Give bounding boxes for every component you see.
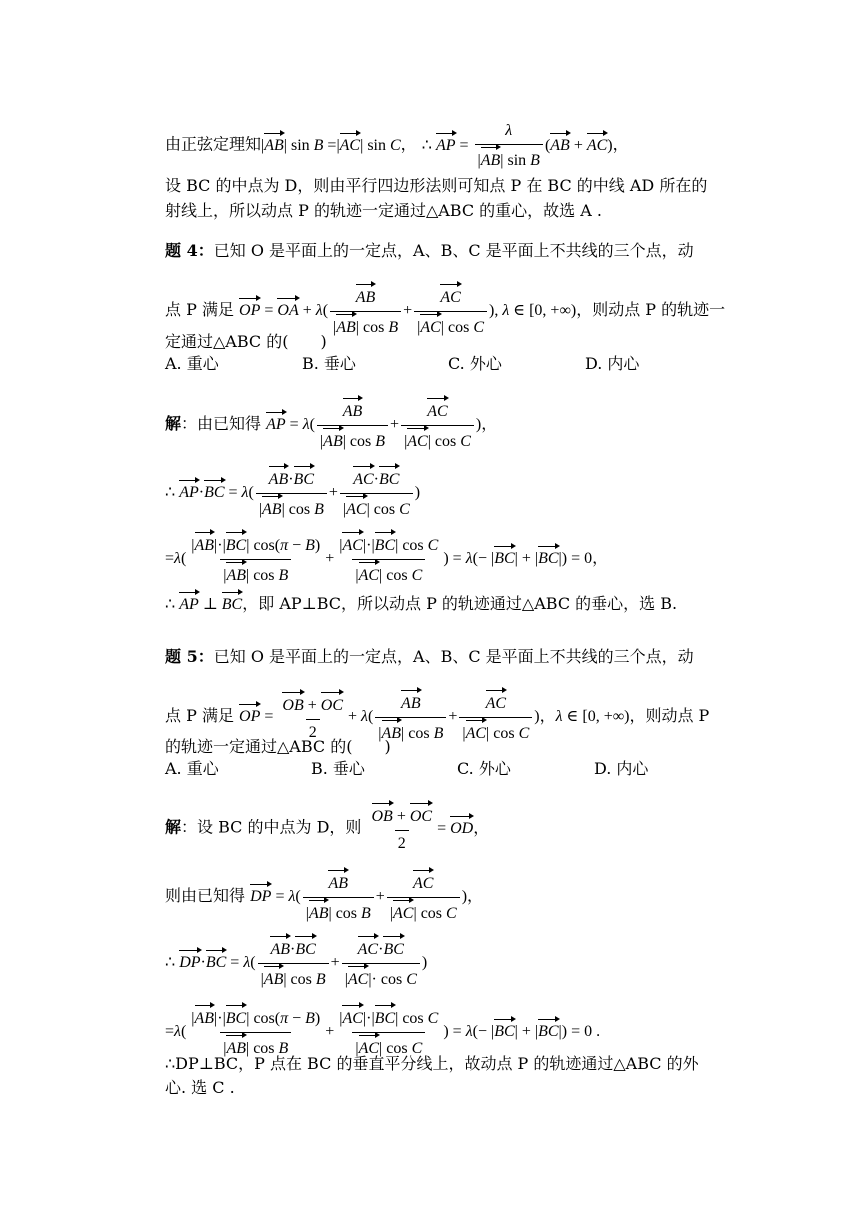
q4-line2: 点 P 满足 OP = OA + λ( $\frac{AB}{\text{|AB| cos B}}$ + $\frac{AC}{\text{|AC| cos C}}$ ), λ ∈ [0, +∞)，则动点 P 的轨迹一 [165, 284, 725, 339]
q4-option-b: B. 垂心 [302, 354, 356, 373]
q4-solution-line3 [165, 532, 608, 587]
para2-line2: 射线上，所以动点 P 的轨迹一定通过△ABC 的重心，故选 A . [165, 201, 602, 220]
q5-condition-formula: OP = $\frac{OB + OC}{2}$ + λ( $\frac{AB}{\text{|AB| cos B}}$ + $\frac{AC}{\text{|AC| cos C}}$ )，λ ∈ [0, +∞) [239, 708, 629, 725]
q4-line3: 定通过△ABC 的( ) [165, 332, 327, 351]
sine-law-line: 由正弦定理知|AB| sin B =|AC| sin C， ∴ AP = $\frac{\lambda}{\text{|AB| sin B}}$ (AB + AC)， [165, 120, 629, 172]
q4-option-c: C. 外心 [448, 354, 502, 373]
q5-option-b: B. 垂心 [311, 759, 365, 778]
sine-law-formula: |AB| sin B =|AC| sin C [261, 137, 401, 154]
q4-solution-line2 [165, 466, 420, 521]
q4-label: 题 4 [165, 241, 198, 260]
q5-option-c: C. 外心 [457, 759, 511, 778]
q4-line1: 题 4：已知 O 是平面上的一定点，A、B、C 是平面上不共线的三个点，动 [165, 241, 694, 260]
ap-formula: ∴ AP = $\frac{\lambda}{\text{|AB| sin B}}$ (AB + AC) [422, 137, 613, 154]
q4-solution-line4: ∴ AP ⊥ BC，即 AP⊥BC，所以动点 P 的轨迹通过△ABC 的垂心，选 B. [165, 594, 678, 613]
q4-solution-line1: 解：由已知得 AP = λ( $\frac{AB}{\text{|AB| cos B}}$ + $\frac{AC}{\text{|AC| cos C}}$ )， [165, 398, 497, 453]
q4-expansion-formula: =λ( $\frac{|AB|\cdot|BC| \cos(\pi - B)}{\text{|AB| cos B}}$ + $\frac{\text{|AC|·|BC| cos C}}{\text{|AC| cos C}}$ ) = λ(− |BC| + |BC|) = 0， [165, 550, 608, 567]
q5-conclusion-line1: ∴DP⊥BC，P 点在 BC 的垂直平分线上，故动点 P 的轨迹通过△ABC 的外 [165, 1054, 699, 1073]
q4-condition-formula: OP = OA + λ( $\frac{AB}{\text{|AB| cos B}}$ + $\frac{AC}{\text{|AC| cos C}}$ ), λ ∈ [0, +∞) [239, 302, 576, 319]
q5-line1: 题 5：已知 O 是平面上的一定点，A、B、C 是平面上不共线的三个点，动 [165, 647, 694, 666]
q5-conclusion-line2: 心. 选 C . [165, 1078, 235, 1097]
q5-option-d: D. 内心 [594, 759, 649, 778]
q5-solution-line2: 则由已知得 DP = λ( $\frac{AB}{\text{|AB| cos B}}$ + $\frac{AC}{\text{|AC| cos C}}$ )， [165, 870, 483, 925]
q5-expansion-formula: =λ( $\frac{|AB|\cdot|BC| \cos(\pi - B)}{\text{|AB| cos B}}$ + $\frac{\text{|AC|·|BC| cos C}}{\text{|AC| cos C}}$ ) = λ(− |BC| + |BC|) = 0 . [165, 1023, 600, 1040]
q5-solution-line4 [165, 1005, 600, 1060]
q5-dp-formula: DP = λ( $\frac{AB}{\text{|AB| cos B}}$ + $\frac{AC}{\text{|AC| cos C}}$ )， [250, 888, 483, 905]
q5-line3: 的轨迹一定通过△ABC 的( ) [165, 737, 391, 756]
q5-solution-line3 [165, 936, 427, 991]
q4-dot-product-formula: ∴ AP·BC = λ( $\frac{AB\cdot BC}{\text{|AB| cos B}}$ + $\frac{AC\cdot BC}{\text{|AC| cos C}}$ ) [165, 484, 420, 501]
q4-ap-formula: AP = λ( $\frac{AB}{\text{|AB| cos B}}$ + $\frac{AC}{\text{|AC| cos C}}$ )， [266, 416, 497, 433]
q4-perpendicular-formula: ∴ AP ⊥ BC [165, 596, 242, 613]
q5-label: 题 5 [165, 647, 198, 666]
q5-dot-product-formula: ∴ DP·BC = λ( $\frac{AB\cdot BC}{\text{|AB| cos B}}$ + $\frac{AC\cdot BC}{\text{|AC|· cos C}}$ ) [165, 954, 427, 971]
q5-midpoint-formula: $\frac{OB + OC}{2}$ = OD， [367, 820, 490, 837]
q4-option-d: D. 内心 [585, 354, 640, 373]
q5-solution-line1: 解：设 BC 的中点为 D，则 $\frac{OB + OC}{2}$ = OD， [165, 803, 489, 855]
q5-line2: 点 P 满足 OP = $\frac{OB + OC}{2}$ + λ( $\frac{AB}{\text{|AB| cos B}}$ + $\frac{AC}{\text{|AC| cos C}}$ )，λ ∈ [0, +∞)，则动点 P [165, 690, 709, 745]
q5-option-a: A. 重心 [165, 759, 219, 778]
para2-line1: 设 BC 的中点为 D，则由平行四边形法则可知点 P 在 BC 的中线 AD 所在的 [165, 176, 708, 195]
q4-option-a: A. 重心 [165, 354, 219, 373]
sine-law-text: 由正弦定理知 [165, 134, 262, 154]
